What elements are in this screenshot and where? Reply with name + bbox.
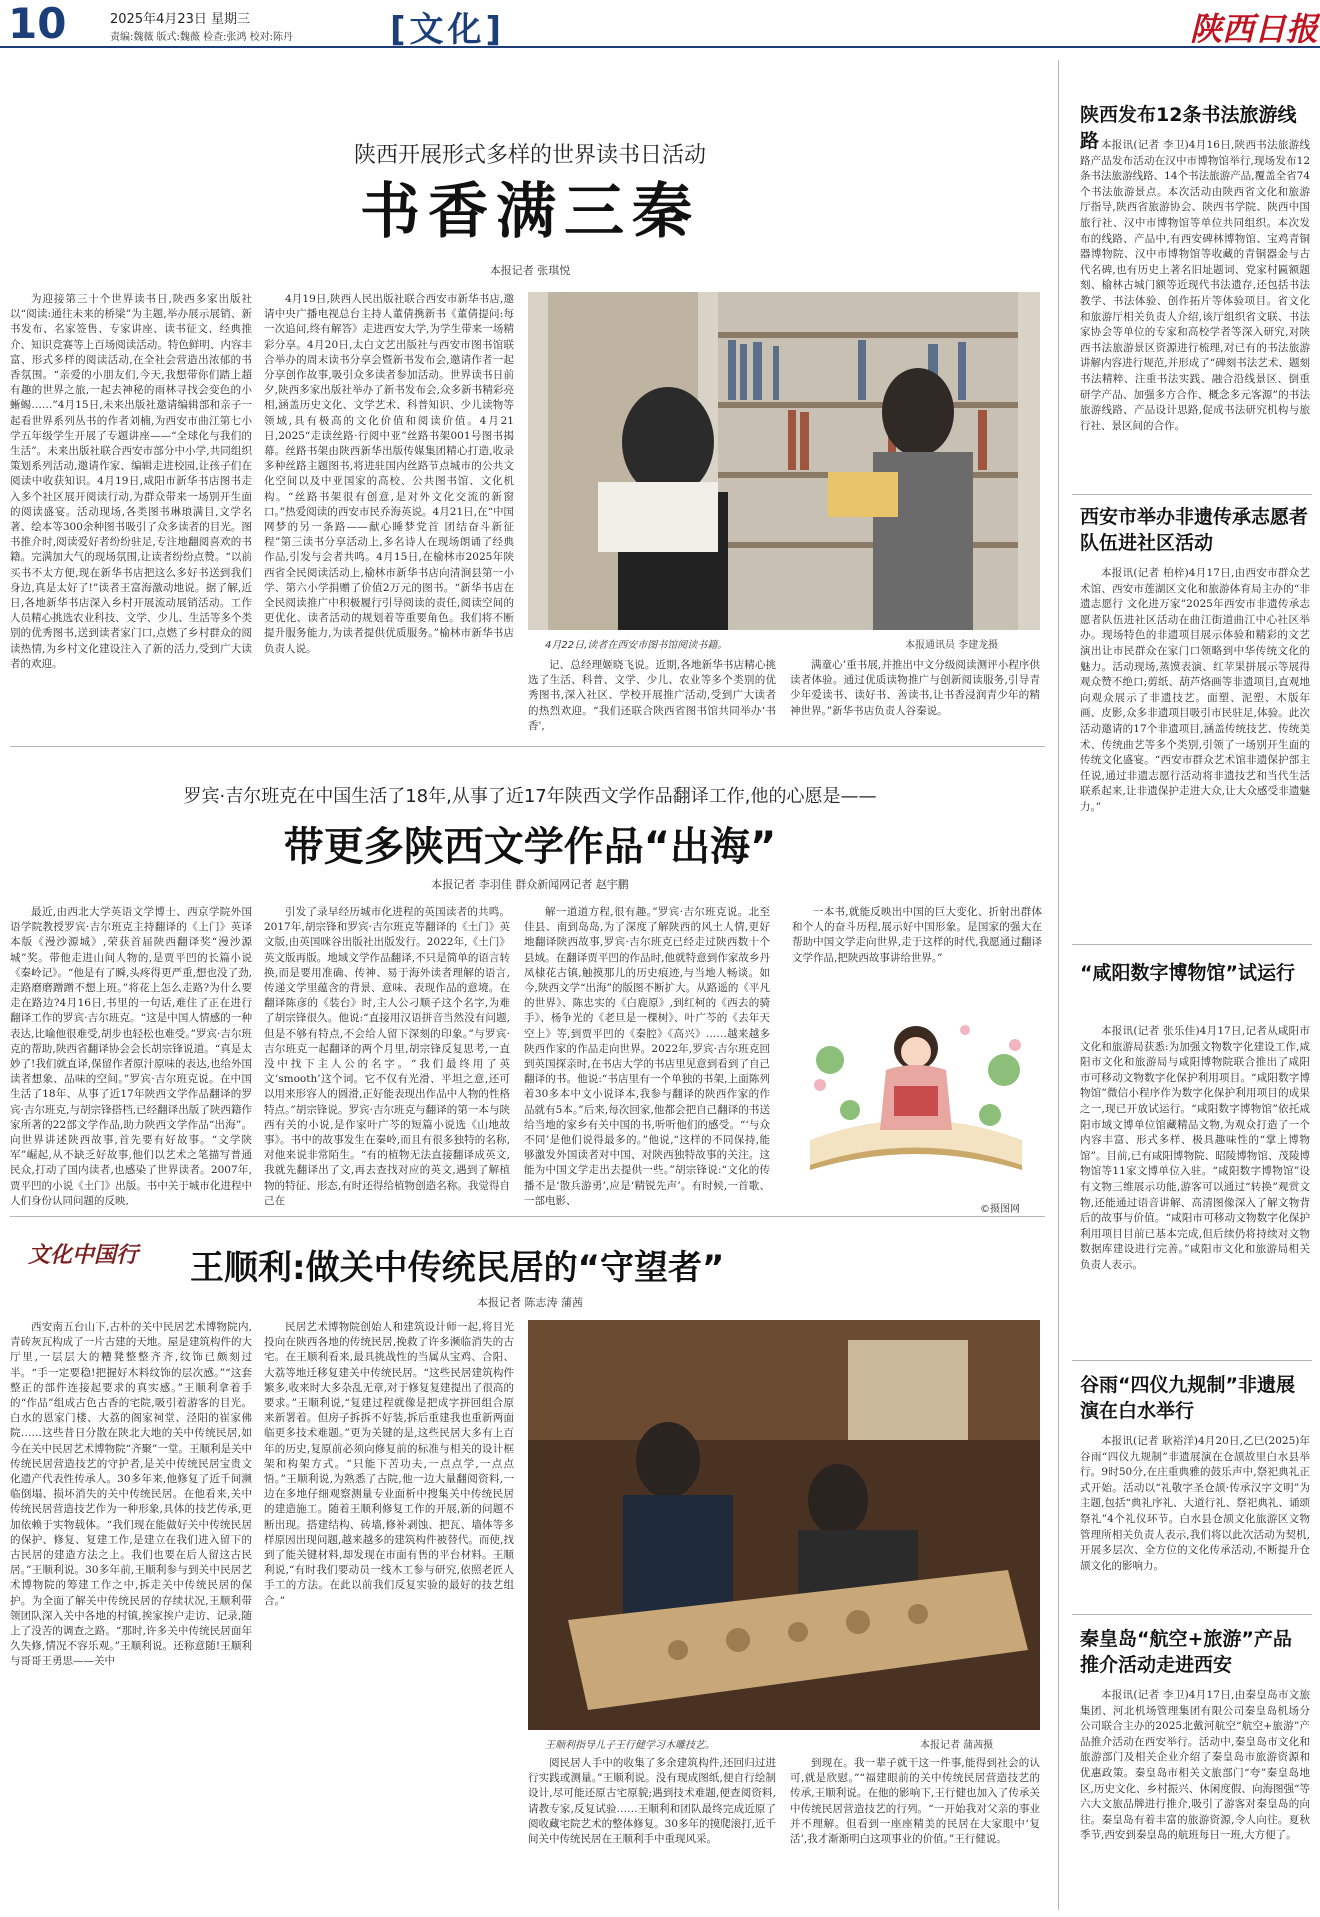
article3-headline: 王顺利:做关中传统民居的“守望者”: [190, 1248, 725, 1288]
sidebar-divider-line: [1072, 1614, 1312, 1615]
article3-col2: 民居艺术博物院创始人和建筑设计师一起,将目光投向在陕西各地的传统民居,挽救了许多濒临消失的古宅。在王顺利看来,最具挑战性的当属从宝鸡、合阳、大荔等地迁移复建关中传统民居。“这些民居建筑构件繁多,收来时大多杂乱无章,对于修复复建提出了很高的要求。”王顺利说,“复建过程就像是把成字拼回组合原来新署着。但房子拆拆不好装,拆后重建我也重新两面临更多技术难题。”更为关键的是,这些民居大多有上百年的历史,复原前必须向修复前的标准与相关的设计框架和构架方式。“只能下苦功夫,一点点学,一点点悟。”王顺利说,为熟悉了古院,他一边大量翻阅资料,一边在多地仔细观察测量专业面析中搜集关中传统民居的建造施工。随着王顺利修复工作的开展,新的问题不断出现。搭建结构、砖墙,修补剥蚀、把瓦、墙体等多样原因出现问题,越来越多的建筑构件被替代。而使,找到了能关键材料,却发现在市面有售的平台材料。王顺利说,“有时我们要动员一线木工参与研究,依照老匠人手工的方法。在此以前我们反复实验的最好的技艺组合。”: [264, 1321, 514, 1607]
sidebar-news1-title: 陕西发布12条书法旅游线路: [1080, 104, 1297, 152]
article2-byline: 本报记者 李羽佳 群众新闻网记者 赵宇鹏: [431, 878, 629, 891]
article1-col2: 4月19日,陕西人民出版社联合西安市新华书店,邀请中央广播电视总台主持人董倩携新书《董倩提问:每一次追问,终有解答》走进西安大学,为学生带来一场精彩分享。4月20日,太白文艺出版社与西安市图书馆联合举办的周末读书分享会暨新书发布会,邀请作者一起分享创作故事,吸引众多读者参加活动。世界读书日前夕,陕西多家出版社举办了新书发布会,众多新书精彩亮相,涵盖历史文化、文学艺术、科普知识、少儿读物等领域,具有极高的文化价值和阅读价值。4月21日,2025“走读丝路·行阅中亚”丝路书架001号图书揭幕。丝路书架由陕西新华出版传媒集团精心打造,收录多种丝路主题图书,将进驻国内丝路节点城市的公共文化空间以及中亚国家的高校、公共图书馆、文化机构。“丝路书架很有创意,是对外文化交流的新窗口。”热爱阅读的西安市民乔海英说。4月21日,在“中国网梦的另一条路——献心睡梦党首 团结奋斗新征程”第三读书分享活动上,多名诗人在现场朗诵了经典作品,引发与会者共鸣。4月15日,在榆林市2025年陕西省全民阅读活动上,榆林市新华书店向清涧县第一小学、第六小学捐赠了价值2万元的图书。“新华书店在全民阅读推广中积极履行引导阅读的责任,阅读空间的更优化、读者活动的规划着等重要角色。我们将不断提升服务能力,为读者提供优质服务。”榆林市新华书店负责人说。: [264, 293, 514, 655]
sidebar-news3-title: “咸阳数字博物馆”试运行: [1080, 962, 1295, 984]
sidebar-news2-title: 西安市举办非遗传承志愿者队伍进社区活动: [1080, 506, 1309, 554]
article2-col1: 最近,由西北大学英语文学博士、西京学院外国语学院教授罗宾·吉尔班克主持翻译的《上门》英译本版《漫沙源城》,荣获首届陕西翻译奖“漫沙源城”奖。带他走进山间人物的,是贾平凹的长篇小说《秦岭记》。“他是有了瞬,头疼得更严重,想也没了劲,走路磨磨蹭蹭不想上班。”将花上怎么走路?为什么要走在路边?4月16日,书里的一句话,难住了正在进行翻译工作的罗宾·吉尔班克。“这是中国人情感的一种表达,比喻他很难受,胡步也轻松也难受。”罗宾·吉尔班克的帮助,陕西省翻译协会会长胡宗锋说道。“真是太妙了!我们就直译,保留作者原汁原味的表达,也给外国读者想象、品味的空间。”罗宾·吉尔班克说。在中国生活了18年、从事了近17年陕西文学作品翻译的罗宾·吉尔班克,与胡宗锋搭档,已经翻译出版了陕西籍作家所著的22部文学作品,助力陕西文学作品“出海”。向世界讲述陕西故事,首先要有好故事。“文学陕军”崛起,从不缺乏好故事,他们以艺术之笔描写普通民众,打动了国内读者,也感染了世界读者。2007年,贾平凹的小说《土门》出版。书中关于城市化进程中人们身份认同问题的反映,: [10, 906, 252, 1205]
issue-date: 2025年4月23日 星期三: [110, 12, 251, 27]
article3-col1: 西安南五台山下,古朴的关中民居艺术博物院内,青砖灰瓦构成了一片古建的天地。屋是建筑构件的大厅里,一层层大的糟凳整整齐齐,纹饰已颇刻过半。“手一定要稳!把握好木料纹饰的层次感。”“这套整正的部件连接起要求的真实感。”王顺利拿着手的“作品”组成古色古香的宅院,吸引着游客的目光。白水的恩家门楼、大荔的阁家祠堂、泾阳的崔家佛院……这些昔日分散在陕北大地的关中传统民居,如今在关中民居艺术博物院“齐聚”一堂。王顺利是关中传统民居营造技艺的守护者,是关中传统民居宝贵文化遗产代表性传承人。30多年来,他修复了近千间濒临倒塌、损坏消失的关中传统民居。在他看来,关中传统民居营造技艺作为一种形象,具体的技艺传承,更加依赖于实物载体。“我们现在能做好关中传统民居的保护、修复、复建工作,是建立在我们进入留下的古民居的建造方法之上。我们也要在后人留这古民居。”王顺利说。30多年前,王顺利参与到关中民居艺术博物院的筹建工作之中,拆走关中传统民居的保护。为全面了解关中传统民居的存续状况,王顺利带领团队深入关中各地的村镇,挨家挨户走访、记录,随上了没苦的调查之路。“那时,许多关中传统民居面年久失修,情况不容乐观。”王顺利说。还称意随!王顺利与哥哥王勇思——关中: [10, 1321, 252, 1668]
article3-col3: 阅民居人手中的收集了多余建筑构件,还回归过进行实践或测量。”王顺利说。没有现成图纸,便自行绘制设计,尽可能还原古宅原貌;遇到技术难题,便查阅资料,请教专家,反复试验……王顺利和团队最终完成近原了阅收藏宅院艺术的整体修复。30多年的摸爬滚打,近千间关中传统民居在王顺利手中重现风采。: [528, 1757, 776, 1846]
article3-col4: 到现在。我一辈子就干这一件事,能得到社会的认可,就是欣慰。”“福建眼前的关中传统民居营造技艺的传承,王顺利说。在他的影响下,王行健也加入了传承关中传统民居营造技艺的行列。“一开始我对父亲的事业并不理解。但看到一座座精美的民居在大家眼中‘复活’,我才渐渐明白这项事业的价值。”王行健说。: [790, 1757, 1040, 1846]
article1-byline: 本报记者 张琪悦: [489, 264, 571, 277]
article2-illustration: [790, 990, 1042, 1200]
editor-credits: 责编:魏薇 版式:魏薇 检查:张鸿 校对:陈丹: [110, 32, 294, 43]
newspaper-logo: 陕西日报: [1190, 10, 1319, 48]
article3-photo: [528, 1320, 1040, 1730]
sidebar-news2-body: 本报讯(记者 柏梓)4月17日,由西安市群众艺术馆、西安市莲湖区文化和旅游体育局主办的“非遗志愿行 文化进万家”2025年西安市非遗传承志愿者队伍进社区活动在曲江街道曲江中心社区举办。现场特色的非遗项目展示体验和精彩的文艺演出让市民群众在家门口领略到中华传统文化的魅力。活动现场,蒸馍表演、红苹果拼展示等展得观众赞不绝口;剪纸、葫芦烙画等非遗项目,直观地向观众展示了非遗技艺。面塑、泥塑、木版年画、皮影,众多非遗项目吸引市民驻足,体验。此次活动邀请的17个非遗项目,涵盖传统技艺、传统美术、传统曲艺等多个类别,引领了一场别开生面的传统文化盛宴。“西安市群众艺术馆非遗保护部主任说,通过非遗志愿行活动将非遗技艺和当代生活联系起来,让非遗保护走进大众,让大众感受非遗魅力。”: [1080, 567, 1310, 813]
column-logo: 文化中国行: [28, 1242, 139, 1268]
sidebar-news5-body: 本报讯(记者 李卫)4月17日,由秦皇岛市文旅集团、河北机场管理集团有限公司秦皇岛机场分公司联合主办的2025北戴河航空“航空+旅游”产品推介活动在西安举行。活动中,秦皇岛市文化和旅游部门及相关企业介绍了秦皇岛市旅游资源和优惠政策。秦皇岛市相关文旅部门“夸”秦皇岛地区,历史文化、乡村振兴、休闲度假、向海图强“等六大文旅品牌进行推介,吸引了游客对秦皇岛的向往。秦皇岛有着丰富的旅游资源,令人向往。夏秋季节,西安到秦皇岛的航班每日一班,大方便了。: [1080, 1689, 1310, 1842]
article3-byline: 本报记者 陈志涛 蒲茜: [477, 1296, 583, 1309]
sidebar-divider-line: [1072, 944, 1312, 945]
article2-col3: 解一道道方程,很有趣。”罗宾·吉尔班克说。北至佳县、南到岛岛,为了深度了解陕西的风土人情,更好地翻译陕西故事,罗宾·吉尔班克已经走过陕西数十个县域。在翻译贾平凹的作品时,他就特意到作家故乡丹凤棣花古镇,触摸那儿的历史痕迹,与当地人畅谈。如今,陕西文学“出海”的版图不断扩大。从路遥的《平凡的世界》、陈忠实的《白鹿原》,到红柯的《西去的骑手》、杨争光的《老旦是一棵树》、叶广芩的《去年天空上》等,到贾平凹的《秦腔》《高兴》……越来越多陕西作家的作品走向世界。2022年,罗宾·吉尔班克回到英国探亲时,在书店大学的书店里见意到看到了自己翻译的书。他说:“书店里有一个单独的书架,上面陈列着30多本中文小说译本,我参与翻译的陕西作家的作品就有5本。”后来,每次回家,他都会把自己翻译的书送给当地的家乡有关中国的书,听听他们的感受。“‘与众不同’是他们说得最多的。”他说,“这样的不同保持,能够激发外国读者对中国、对陕西独特故事的关注。这能为中国文学走出去提供一些。”胡宗锋说:“文化的传播不是‘散兵游勇’,应是‘精锐先声’。有时候,一首歌、一部电影、: [524, 906, 770, 1205]
section-title: [文化]: [390, 10, 506, 50]
article2-col2: 引发了录早经历城市化进程的英国读者的共鸣。2017年,胡宗锋和罗宾·吉尔班克等翻译的《土门》英文版,由英国咪谷出版社出版发行。2022年,《土门》英文版再版。地域文学作品翻译,不只是简单的语言转换,而是要用准确、传神、易于海外读者理解的语言,传递文学里蕴含的背景、意味、表现作品的意境。在翻译陈彦的《装台》时,主人公刁顺子这个名字,为难了胡宗锋很久。他说:“直接用汉语拼音当然没有问题,但是不够有特点,不会给人留下深刻的印象。”与罗宾·吉尔班克一起翻译的两个月里,胡宗锋反复思考,一直没中找下主人公的名字。“我们最终用了英文‘smooth’这个词。它不仅有光滑、平坦之意,还可以用来形容人的圆滑,正好能表现出作品中人物的性格特点。”胡宗锋说。罗宾·吉尔班克与翻译的第一本与陕西有关的小说,是作家叶广芩的短篇小说选《山地故事》。书中的故事发生在秦岭,而且有很多独特的名称,对他来说非常陌生。“有的植物无法直接翻译成英文,我就先翻译出了文,再去查找对应的英文,遇到了解植物的特征、形态,有时还得给植物创造名称。我觉得自己在: [264, 906, 510, 1205]
article1-photo-caption: 4月22日,读者在西安市图书馆阅读书籍。: [545, 640, 728, 651]
sidebar-news3-body: 本报讯(记者 张乐佳)4月17日,记者从咸阳市文化和旅游局获悉:为加强文物数字化建设工作,咸阳市文化和旅游局与咸阳博物院联合推出了咸阳市可移动文物数字化保护利用项目。“咸阳数字博物馆”微信小程序作为数字化保护利用项目的成果之一,现已开放试运行。“咸阳数字博物馆”依托咸阳市域文博单位馆藏精品文物,为观众打造了一个内容丰富、形式多样、极具趣味性的“掌上博物馆”。目前,已有咸阳博物院、昭陵博物馆、茂陵博物馆等11家文博单位入驻。“咸阳数字博物馆”设有文物三维展示功能,游客可以通过“转换”观赏文物,还能通过语音讲解、高清图像深入了解文物背后的故事与价值。“咸阳市可移动文物数字化保护利用项目目前已基本完成,但后续仍将持续对文物数据库建设进行完善。”咸阳市文化和旅游局相关负责人表示。: [1080, 1025, 1310, 1271]
article1-kicker: 陕西开展形式多样的世界读书日活动: [353, 143, 706, 168]
article2-col4: 一本书,就能反映出中国的巨大变化、折射出群体和个人的奋斗历程,展示好中国形象。是国家的强大在帮助中国文学走向世界,走于这样的时代,我愿通过翻译文学作品,把陕西故事讲给世界。”: [792, 906, 1042, 964]
article1-col3: 记、总经理姬晓飞说。近期,各地新华书店精心挑选了生活、科普、文学、少儿、农业等多个类别的优秀图书,深入社区、学校开展推广活动,受到广大读者的热烈欢迎。“我们还联合陕西省图书馆共同举办‘书香',: [528, 659, 776, 732]
sidebar-news1-body: 本报讯(记者 李卫)4月16日,陕西书法旅游线路产品发布活动在汉中市博物馆举行,现场发布12条书法旅游线路、14个书法旅游产品,覆盖全省74个书法旅游景点。本次活动由陕西省文化和旅游厅指导,陕西省旅游协会、陕西书学院、陕西中国旅行社、汉中市博物馆等单位共同组织。本次发布的线路、产品中,有西安碑林博物馆、宝鸡青铜器博物院、汉中市博物馆等收藏的青铜器金与古代名碑,也有历史上著名旧址题词、党家村匾额题刻、榆林古城门额等近现代书法遗存,还包括书法教学、书法体验、创作拓片等体验项目。省文化和旅游厅相关负责人介绍,该厅组织省文联、书法家协会等单位的专家和高校学者等深入研究,对陕西书法旅游景区资源进行梳理,对已有的书法旅游讲解内容进行规范,并形成了“碑刻书法艺术、题刻书法精粹、注重书法实践、融合沿线景区、倒重研学产品、加强多方合作、概念多元客源”的书法旅游线路、产品设计思路,促成书法研究机构与旅行社、景区间的合作。: [1080, 139, 1310, 432]
sidebar-divider-line: [1072, 494, 1312, 495]
article2-kicker: 罗宾·吉尔班克在中国生活了18年,从事了近17年陕西文学作品翻译工作,他的心愿是——: [183, 786, 877, 807]
article3-photo-caption: 王顺利指导儿子王行健学习木雕技艺。: [545, 1740, 715, 1751]
article2-headline: 带更多陕西文学作品“出海”: [283, 824, 777, 870]
article3-photo-credit: 本报记者 蒲茜摄: [920, 1740, 994, 1751]
page-number: 10: [8, 0, 67, 48]
sidebar-news4-title: 谷雨“四仪九规制”非遗展演在白水举行: [1080, 1374, 1295, 1422]
article2-illustration-credit: ©摄图网: [980, 1204, 1020, 1215]
article1-headline: 书香满三秦: [360, 177, 700, 247]
article1-photo: [528, 292, 1040, 630]
article-divider: [10, 1216, 1045, 1217]
article1-col4: 满童心’重书展,并推出中文分级阅读测评小程序供读者体验。通过优质读物推广与创新阅读服务,引导青少年爱读书、读好书、善读书,让书香浸润青少年的精神世界。”新华书店负责人谷秦说。: [790, 659, 1040, 717]
article-divider: [10, 746, 1045, 747]
sidebar-news4-body: 本报讯(记者 耿裕洋)4月20日,乙巳(2025)年谷雨“四仪九规制”非遗展演在仓颉故里白水县举行。9时50分,在庄重典雅的鼓乐声中,祭祀典礼正式开始。活动以“礼敬字圣仓颉·传承汉字文明”为主题,包括“典礼序礼、大道行礼、祭祀典礼、诵颂祭礼”4个礼仪环节。白水县仓颉文化旅游区文物管理所相关负责人表示,我们将以此次活动为契机,开展多层次、全方位的文化传承活动,不断提升仓颉文化的影响力。: [1080, 1435, 1310, 1572]
sidebar-news5-title: 秦皇岛“航空+旅游”产品推介活动走进西安: [1080, 1628, 1292, 1676]
article1-photo-credit: 本报通讯员 李建龙摄: [905, 640, 999, 651]
article1-col1: 为迎接第三十个世界读书日,陕西多家出版社以“阅读:通往未来的桥梁”为主题,举办展示展销、新书发布、名家签售、专家讲座、读书征文、经典推介、知识竞赛等上百场阅读活动。特色鲜明、内容丰富、形式多样的阅读活动,在全社会营造出浓郁的书香氛围。“亲爱的小朋友们,今天,我想带你们踏上超有趣的世界之旅,一起去神秘的雨林寻找会变色的小蜥蜴……”4月15日,未来出版社邀请编辑部和亲子一起看世界系列丛书的作者刘楠,为西安市曲江第七小学五年级学生开展了专题讲座——“全球化与我们的生活”。未来出版社联合西安市部分中小学,共同组织策划系列活动,邀请作家、编辑走进校园,让孩子们在阅读中收获知识。4月19日,咸阳市新华书店图书走入多个社区展开阅读行动,为群众带来一场别开生面的阅读盛宴。活动现场,各类图书琳琅满目,文学名著、绘本等300余种图书吸引了众多读者的目光。图书推介时,阅读爱好者纷纷驻足,专注地翻阅喜欢的书籍。完满加大气的现场氛围,让读者纷纷点赞。“以前买书不太方便,现在新华书店把这么多好书送到我们身边,真是太好了!”读者王富海激动地说。据了解,近日,各地新华书店深入乡村开展流动展销活动。工作人员精心挑选农业科技、文学、少儿、生活等多个类别的优秀图书,送到读者家门口,点燃了乡村群众的阅读热情,为乡村文化建设注入了新的活力,受到广大读者的欢迎。: [10, 293, 252, 670]
sidebar-divider: [1058, 60, 1059, 1910]
sidebar-divider-line: [1072, 1360, 1312, 1361]
